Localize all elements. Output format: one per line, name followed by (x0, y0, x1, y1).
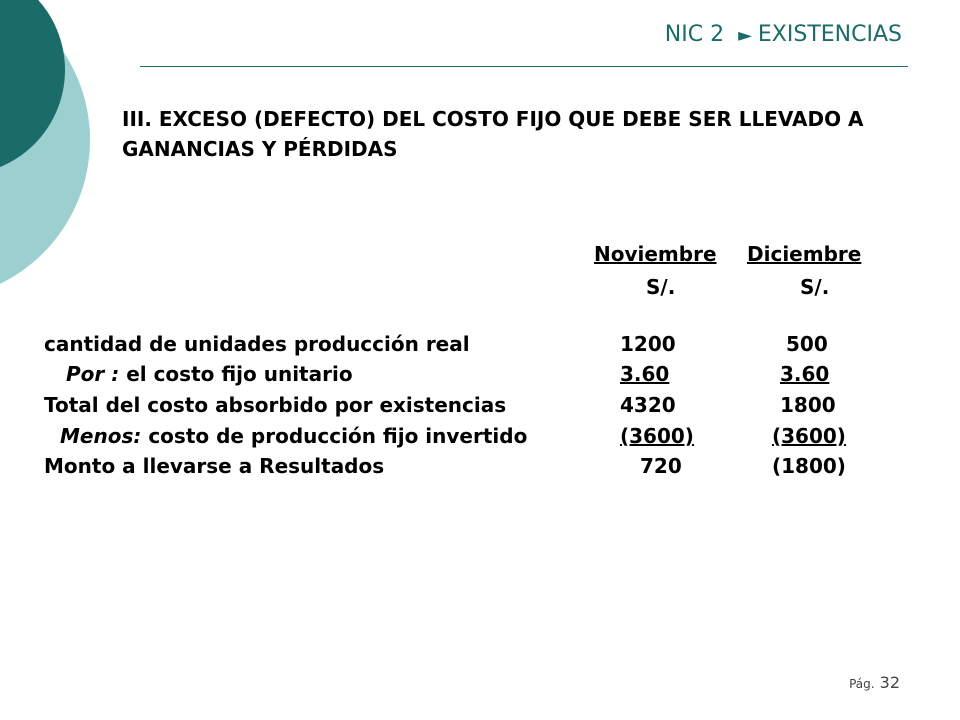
value-noviembre: 720 (640, 454, 682, 478)
decorative-circles (0, 0, 120, 300)
row-prefix: Menos: (60, 424, 142, 448)
corner-graphic (0, 0, 120, 300)
value-diciembre: 3.60 (780, 362, 830, 386)
table-row (0, 454, 960, 484)
column-header-noviembre: Noviembre (594, 242, 717, 266)
row-label-text: costo de producción fijo invertido (141, 424, 528, 448)
page-value: 32 (879, 673, 900, 692)
currency-noviembre: S/. (646, 275, 676, 299)
slide-header (665, 22, 902, 47)
header-nic: NIC 2 (664, 22, 725, 47)
table-row (0, 332, 960, 362)
value-diciembre: 500 (786, 332, 828, 356)
section-title: III. EXCESO (DEFECTO) DEL COSTO FIJO QUE DEBE SER LLEVADO A GANANCIAS Y PÉRDIDAS (122, 107, 864, 161)
page-label: Pág. (849, 677, 875, 691)
row-label: Monto a llevarse a Resultados (44, 454, 385, 478)
row-label (66, 362, 353, 386)
value-noviembre: 3.60 (620, 362, 670, 386)
page-number (849, 673, 900, 692)
row-label-text: el costo fijo unitario (119, 362, 353, 386)
header-topic: EXISTENCIAS (757, 22, 902, 47)
table-row (0, 362, 960, 392)
value-diciembre: 1800 (780, 393, 836, 417)
table-row (0, 424, 960, 454)
value-noviembre: 4320 (620, 393, 676, 417)
header-divider (140, 66, 908, 67)
value-noviembre: 1200 (620, 332, 676, 356)
table-row (0, 393, 960, 423)
row-label: Total del costo absorbido por existencias (44, 393, 507, 417)
row-label: cantidad de unidades producción real (44, 332, 470, 356)
arrow-icon: ► (738, 25, 752, 46)
value-diciembre: (1800) (772, 454, 846, 478)
value-diciembre: (3600) (772, 424, 846, 448)
column-header-diciembre: Diciembre (747, 242, 862, 266)
row-label (60, 424, 527, 448)
value-noviembre: (3600) (620, 424, 694, 448)
currency-diciembre: S/. (800, 275, 830, 299)
row-prefix: Por : (66, 362, 120, 386)
